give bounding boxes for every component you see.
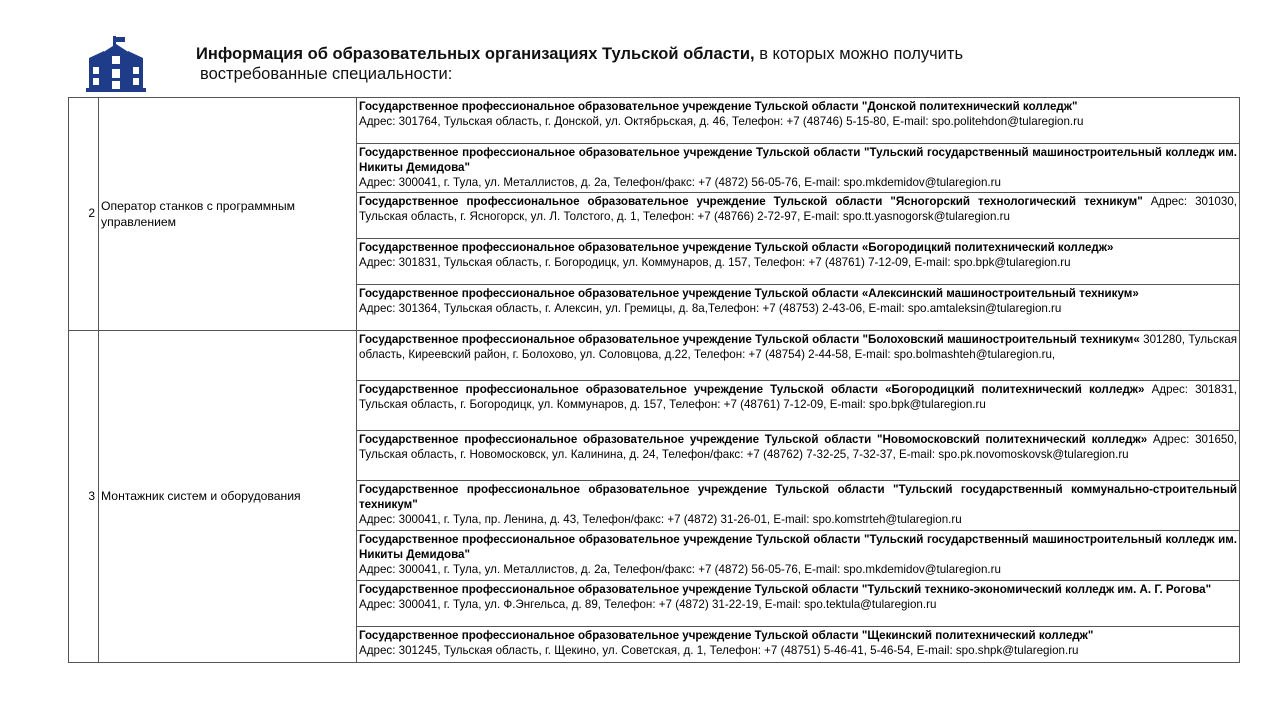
org-name: Государственное профессиональное образовательное учреждение Тульской области "Тульский государственный машиностроительный колледж им. Никиты Демидова" bbox=[359, 146, 1237, 175]
org-address: Адрес: 300041, г. Тула, ул. Ф.Энгельса, д. 89, Телефон: +7 (4872) 31-22-19, E-mail: spo.tektula@tularegion.ru bbox=[359, 597, 937, 611]
org-address: Адрес: 300041, г. Тула, ул. Металлистов, д. 2а, Телефон/факс: +7 (4872) 56-05-76, E-mail: spo.mkdemidov@tularegion.ru bbox=[359, 176, 1001, 190]
org-cell bbox=[357, 480, 1240, 530]
row-number: 3 bbox=[69, 330, 99, 662]
org-name: Государственное профессиональное образовательное учреждение Тульской области "Новомосковский политехнический колледж» bbox=[359, 432, 1148, 446]
org-name: Государственное профессиональное образовательное учреждение Тульской области «Богородицкий политехнический колледж» bbox=[359, 382, 1145, 396]
org-cell bbox=[357, 238, 1240, 284]
org-cell bbox=[357, 430, 1240, 480]
specialty-name: Оператор станков с программным управлением bbox=[99, 98, 357, 331]
org-name: Государственное профессиональное образовательное учреждение Тульской области "Тульский государственный машиностроительный колледж им. Никиты Демидова" bbox=[359, 532, 1237, 561]
org-address: Адрес: 300041, г. Тула, пр. Ленина, д. 43, Телефон/факс: +7 (4872) 31-26-01, E-mail: spo.komstrteh@tularegion.ru bbox=[359, 513, 962, 527]
org-name: Государственное профессиональное образовательное учреждение Тульской области "Донской политехнический колледж" bbox=[359, 100, 1078, 113]
org-cell bbox=[357, 530, 1240, 580]
org-address: Адрес: 300041, г. Тула, ул. Металлистов, д. 2а, Телефон/факс: +7 (4872) 56-05-76, E-mail: spo.mkdemidov@tularegion.ru bbox=[359, 563, 1001, 577]
org-name: Государственное профессиональное образовательное учреждение Тульской области "Ясногорский технологический техникум" bbox=[359, 194, 1143, 208]
org-address: Адрес: 301364, Тульская область, г. Алексин, ул. Гремицы, д. 8а,Телефон: +7 (48753) 2-43-06, E-mail: spo.amtaleksin@tularegion.ru bbox=[359, 301, 1062, 315]
org-name: Государственное профессиональное образовательное учреждение Тульской области "Болоховский машиностроительный техникум« bbox=[359, 332, 1140, 346]
org-cell bbox=[357, 330, 1240, 380]
org-address: Адрес: 301831, Тульская область, г. Богородицк, ул. Коммунаров, д. 157, Телефон: +7 (48761) 7-12-09, E-mail: spo.bpk@tularegion.ru bbox=[359, 255, 1071, 269]
org-address: Адрес: 301245, Тульская область, г. Щекино, ул. Советская, д. 1, Телефон: +7 (48751) 5-46-41, 5-46-54, E-mail: spo.shpk@tularegion.ru bbox=[359, 643, 1079, 657]
org-name: Государственное профессиональное образовательное учреждение Тульской области "Щекинский политехнический колледж" bbox=[359, 628, 1094, 642]
org-cell bbox=[357, 192, 1240, 238]
organizations-table bbox=[68, 97, 1240, 663]
org-cell bbox=[357, 380, 1240, 430]
org-cell bbox=[357, 580, 1240, 626]
org-cell bbox=[357, 284, 1240, 330]
org-address: Адрес: 301831, Тульская область, г. Богородицк, ул. Коммунаров, д. 157, Телефон: +7 (48761) 7-12-09, E-mail: spo.bpk@tularegion.ru bbox=[359, 382, 1237, 411]
page-title bbox=[196, 44, 1196, 84]
page-title-rest: в которых можно получить bbox=[754, 45, 964, 63]
school-building-icon bbox=[86, 36, 146, 92]
org-address: Адрес: 301030, Тульская область, г. Ясногорск, ул. Л. Толстого, д. 1, Телефон: +7 (48766) 2-72-97, E-mail: spo.tt.yasnogorsk@tularegion.ru bbox=[359, 194, 1237, 223]
org-address: 301280, Тульская область, Киреевский район, г. Болохово, ул. Соловцова, д.22, Телефон: +7 (48754) 2-44-58, E-mail: spo.bolmashteh@tularegion.ru, bbox=[359, 332, 1238, 361]
org-name: Государственное профессиональное образовательное учреждение Тульской области "Тульский технико-экономический колледж им. А. Г. Рогова" bbox=[359, 582, 1212, 596]
org-address: Адрес: 301764, Тульская область, г. Донской, ул. Октябрьская, д. 46, Телефон: +7 (48746) 5-15-80, E-mail: spo.politehdon@tularegion.ru bbox=[359, 115, 1084, 129]
table-row bbox=[69, 98, 1240, 144]
org-name: Государственное профессиональное образовательное учреждение Тульской области "Тульский государственный коммунально-строительный техникум" bbox=[359, 482, 1237, 511]
org-cell bbox=[357, 626, 1240, 662]
specialty-name: Монтажник систем и оборудования bbox=[99, 330, 357, 662]
org-cell bbox=[357, 144, 1240, 193]
org-name: Государственное профессиональное образовательное учреждение Тульской области «Алексинский машиностроительный техникум» bbox=[359, 286, 1139, 300]
row-number: 2 bbox=[69, 98, 99, 331]
org-name: Государственное профессиональное образовательное учреждение Тульской области «Богородицкий политехнический колледж» bbox=[359, 240, 1114, 254]
page-title-bold: Информация об образовательных организациях Тульской области, bbox=[196, 45, 755, 63]
org-address: Адрес: 301650, Тульская область, г. Новомосковск, ул. Калинина, д. 24, Телефон/факс: +7 (48762) 7-32-25, 7-32-37, E-mail: spo.pk.novomoskovsk@tularegion.ru bbox=[359, 432, 1238, 461]
org-cell bbox=[357, 98, 1240, 144]
table-row bbox=[69, 330, 1240, 380]
page-title-line2: востребованные специальности: bbox=[200, 65, 453, 83]
